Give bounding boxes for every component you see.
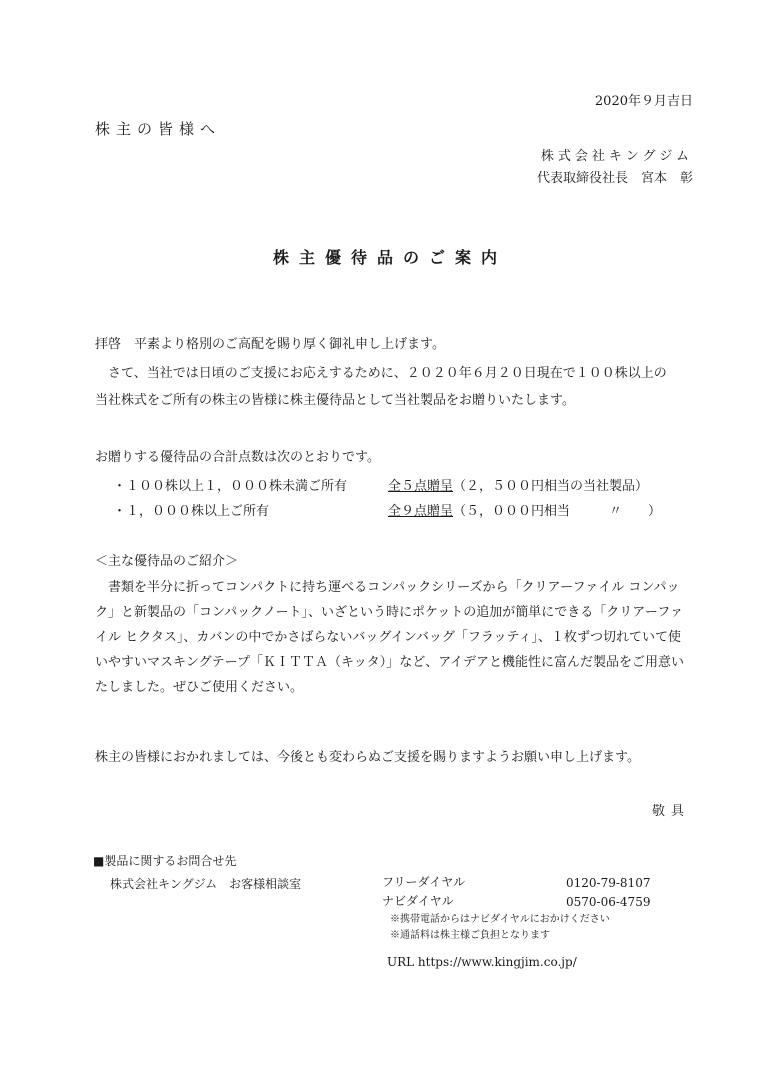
tier-count: 全５点贈呈 xyxy=(388,479,454,494)
body-line-2: 当社株式をご所有の株主の皆様に株主優待品として当社製品をお贈りいたします。 xyxy=(95,393,575,408)
sender-company: 株式会社キングジム xyxy=(540,149,693,164)
products-heading: ＜主な優待品のご紹介＞ xyxy=(95,554,239,569)
free-dial-label: フリーダイヤル xyxy=(382,875,466,889)
body-line-1: さて、当社では日頃のご支援にお応えするために、２０２０年６月２０日現在で１００株以上の xyxy=(108,366,667,381)
letter-date: 2020年９月吉日 xyxy=(594,94,693,109)
navi-dial-label: ナビダイヤル xyxy=(382,894,454,908)
navi-dial-number: 0570-06-4759 xyxy=(566,895,651,909)
tier-gift xyxy=(388,500,661,519)
gifts-intro: お贈りする優待品の合計点数は次のとおりです。 xyxy=(95,450,380,465)
charge-note: ※通話料は株主様ご負担となります xyxy=(390,930,550,941)
closing-line: 株主の皆様におかれましては、今後とも変わらぬご支援を賜りますようお願い申し上げます。 xyxy=(95,750,640,765)
tier-count: 全９点贈呈 xyxy=(388,504,454,519)
addressee: 株主の皆様へ xyxy=(95,120,222,138)
mobile-note: ※携帯電話からはナビダイヤルにおかけください xyxy=(390,914,610,925)
contact-company: 株式会社キングジム お客様相談室 xyxy=(110,877,302,891)
contact-heading: ■製品に関するお問合せ先 xyxy=(93,854,237,868)
website-url: URL https://www.kingjim.co.jp/ xyxy=(387,955,577,969)
products-description: 書類を半分に折ってコンパクトに持ち運べるコンパックシリーズから「クリアーファイル コンパック」と新製品の「コンパックノート」、いざという時にポケットの追加が簡単にできる「クリアーファイル ヒクタス」、カバンの中でかさばらないバッグインバッグ「フラッティ」、１枚ずつ切れていて使いやすいマスキングテープ「ＫＩＴＴＡ（キッタ）」など、アイデアと機能性に富んだ製品をご用意いたしました。ぜひご使用ください。 xyxy=(95,580,685,695)
tier-gift xyxy=(388,475,648,494)
free-dial-number: 0120-79-8107 xyxy=(566,876,651,890)
tier-condition: ・１００株以上１，０００株未満ご所有 xyxy=(113,479,348,494)
tier-detail: （５，０００円相当 〃 ） xyxy=(453,504,662,519)
tier-condition: ・１，０００株以上ご所有 xyxy=(113,504,270,519)
closing-salutation: 敬具 xyxy=(651,804,690,819)
sender-ceo: 代表取締役社長 宮本 彰 xyxy=(536,171,693,186)
greeting-line: 拝啓 平素より格別のご高配を賜り厚く御礼申し上げます。 xyxy=(95,337,445,352)
tier-detail: （２，５００円相当の当社製品） xyxy=(453,479,649,494)
letter-title: 株主優待品のご案内 xyxy=(272,248,507,267)
